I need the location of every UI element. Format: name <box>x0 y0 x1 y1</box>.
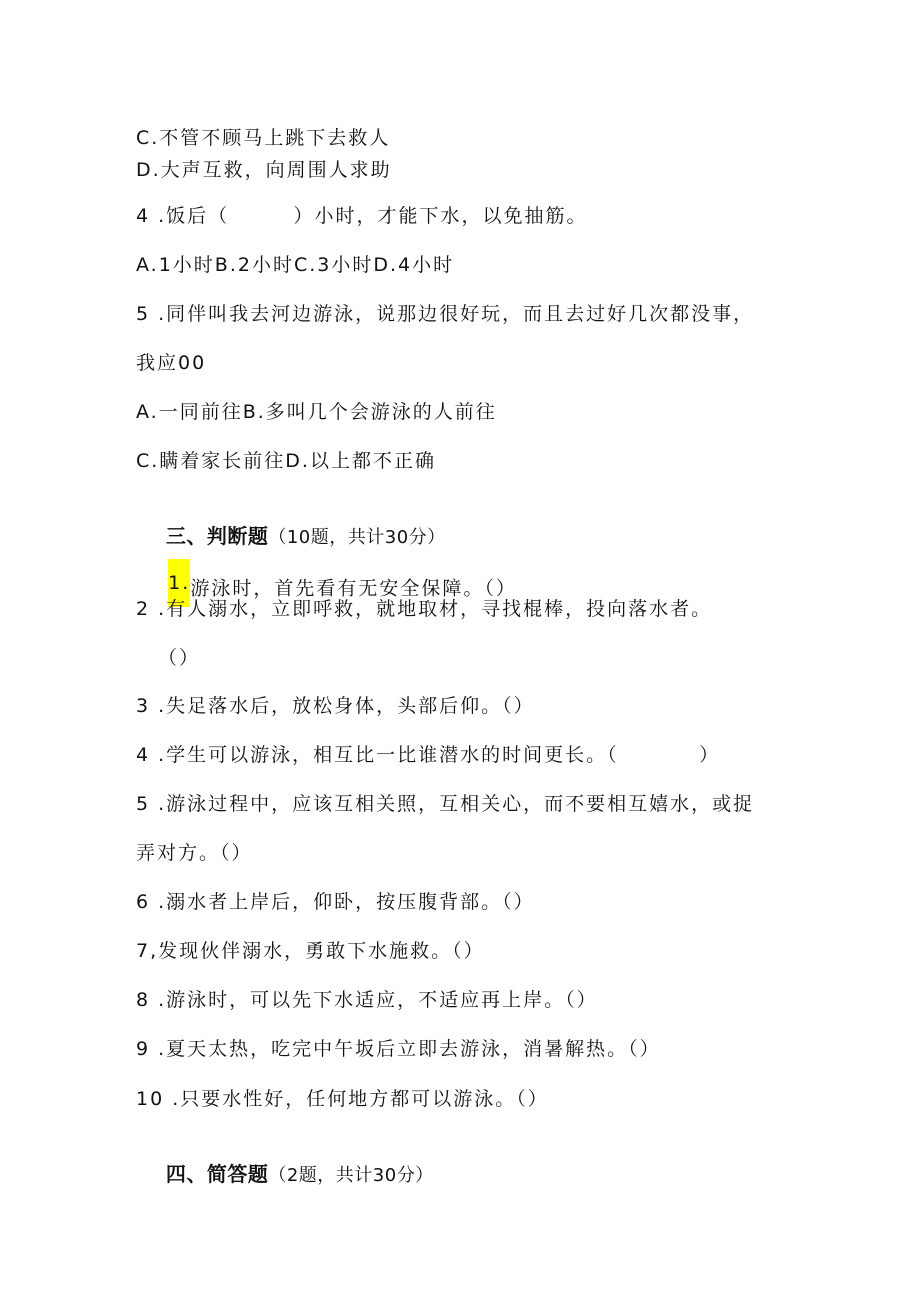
question-5: 5 .同伴叫我去河边游泳，说那边很好玩，而且去过好几次都没事， <box>136 303 755 325</box>
question-4: 4 .饭后（ ）小时，才能下水，以免抽筋。 <box>136 205 588 227</box>
judge-question-2-paren: （） <box>158 647 201 669</box>
question-4-options: A.1小时B.2小时C.3小时D.4小时 <box>136 254 455 276</box>
section-4-title: 四、简答题 <box>165 1162 269 1186</box>
judge-question-9: 9 .夏天太热，吃完中午坂后立即去游泳，消暑解热。（） <box>136 1038 661 1060</box>
question-5-options-cd: C.瞒着家长前往D.以上都不正确 <box>136 450 436 472</box>
highlighted-number: 1. <box>168 559 190 607</box>
option-c: C.不管不顾马上跳下去救人 <box>136 127 391 149</box>
section-4-meta: （2题，共计30分） <box>268 1165 434 1186</box>
judge-question-6: 6 .溺水者上岸后，仰卧，按压腹背部。（） <box>136 891 535 913</box>
judge-question-10: 10 .只要水性好，任何地方都可以游泳。（） <box>136 1088 549 1110</box>
question-5-options-ab: A.一同前往B.多叫几个会游泳的人前往 <box>136 401 497 423</box>
section-3-meta: （10题，共计30分） <box>268 527 446 548</box>
judge-question-8: 8 .游泳时，可以先下水适应，不适应再上岸。（） <box>136 989 598 1011</box>
judge-question-2: 2 .有人溺水，立即呼救，就地取材，寻找棍棒，投向落水者。 <box>136 598 713 620</box>
option-d: D.大声互救，向周围人求助 <box>136 159 392 181</box>
judge-question-3: 3 .失足落水后，放松身体，头部后仰。（） <box>136 695 535 717</box>
judge-question-5-cont: 弄对方。（） <box>136 842 253 864</box>
judge-question-1-text: 游泳时，首先看有无安全保障。（） <box>190 577 517 600</box>
section-4-heading <box>136 1135 434 1215</box>
judge-question-5: 5 .游泳过程中，应该互相关照，互相关心，而不要相互嬉水，或捉 <box>136 793 755 815</box>
judge-question-4: 4 .学生可以游泳，相互比一比谁潜水的时间更长。（ ） <box>136 744 721 766</box>
judge-question-7: 7,发现伙伴溺水，勇敢下水施救。（） <box>136 940 485 962</box>
section-3-title: 三、判断题 <box>165 524 269 548</box>
question-5-cont: 我应00 <box>136 352 207 374</box>
